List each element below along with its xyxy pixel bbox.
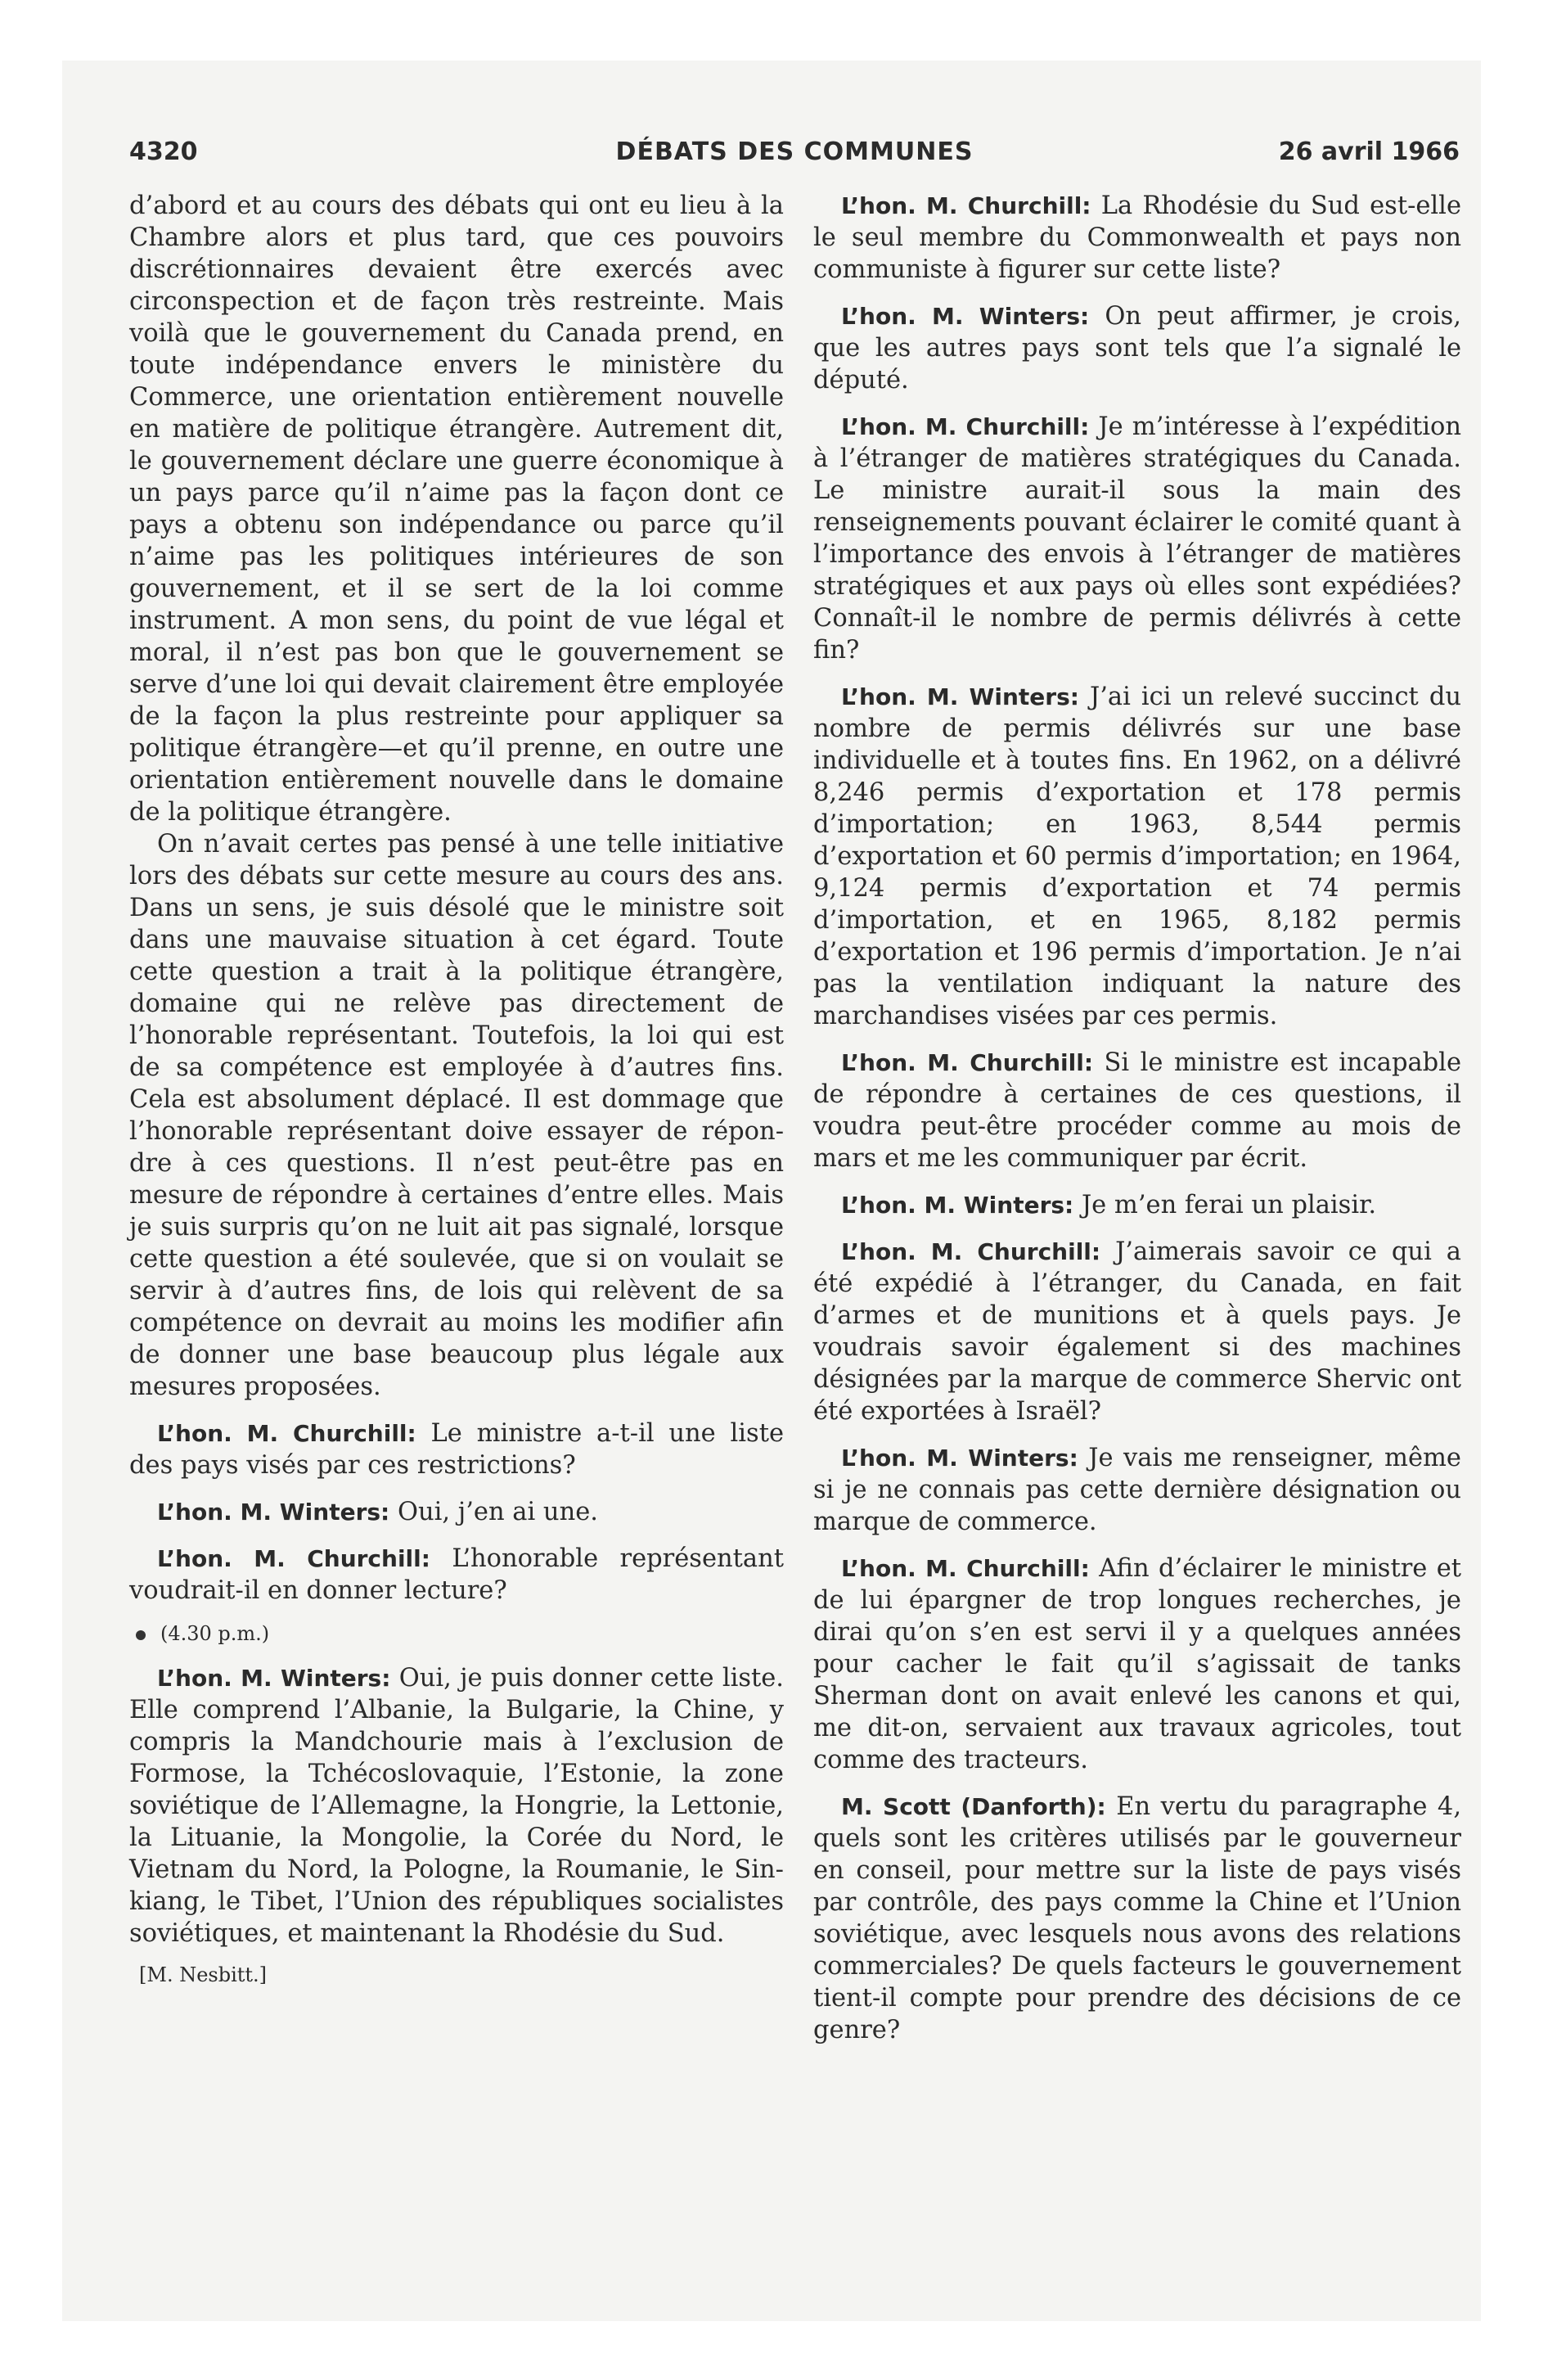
right-column (813, 190, 1461, 2046)
speech (129, 1662, 784, 1950)
speaker-name: L’hon. M. Winters: (841, 1445, 1078, 1472)
speaker-attribution: [M. Nesbitt.] (139, 1963, 268, 1986)
speech (813, 411, 1461, 666)
speech-text: J’aimerais savoir ce qui a été expédié à l’étranger, du Canada, en fait d’armes et de munitions et à quels pays. Je voudrais savoir également si des machines désignées par la marque de commerce Shervic ont été exportées à Israël? (813, 1237, 1461, 1426)
speech (813, 1047, 1461, 1174)
speaker-name: L’hon. M. Winters: (157, 1499, 390, 1526)
speaker-name: M. Scott (Danforth): (841, 1793, 1106, 1820)
speaker-name: L’hon. M. Churchill: (841, 192, 1091, 219)
speech-text: Oui, je puis donner cette liste. Elle comprend l’Albanie, la Bulgarie, la Chine, y compris la Mandchourie mais à l’exclusion de Formose, la Tchécoslovaquie, l’Estonie, la zone soviétique de l’Allemagne, la Hongrie, la Lettonie, la Lituanie, la Mongolie, la Corée du Nord, le Vietnam du Nord, la Pologne, la Roumanie, le Sin-kiang, le Tibet, l’Union des républiques socialistes soviétiques, et maintenant la Rhodésie du Sud. (129, 1664, 784, 1948)
page-header (129, 137, 1460, 174)
speech (129, 1418, 784, 1481)
speech (813, 1236, 1461, 1427)
time-text: (4.30 p.m.) (160, 1622, 270, 1645)
speech-text: Je vais me renseigner, même si je ne connais pas cette dernière désignation ou marque de commerce. (813, 1444, 1461, 1536)
speech (813, 300, 1461, 396)
speech (813, 681, 1461, 1032)
speech-text: On peut affirmer, je crois, que les autres pays sont tels que l’a signalé le député. (813, 302, 1461, 394)
speech (813, 1189, 1461, 1221)
speech-text: Afin d’éclairer le ministre et de lui épargner de trop longues recherches, je dirai qu’on s’en est servi il y a quelques années pour cacher le fait qu’il s’agissait de tanks Sherman dont on avait enlevé les canons et qui, me dit-on, servaient aux travaux agricoles, tout comme des tracteurs. (813, 1554, 1461, 1774)
paragraph: d’abord et au cours des débats qui ont eu lieu à la Chambre alors et plus tard, que ces pouvoirs discrétionnaires devaient être exercés avec circonspection et de façon très restreinte. Mais voilà que le gouvernement du Canada prend, en toute indépendance envers le ministère du Commerce, une orientation entièrement nouvelle en matière de politique étrangère. Autrement dit, le gouvernement déclare une guerre économique à un pays parce qu’il n’aime pas la façon dont ce pays a obtenu son indépendance ou parce qu’il n’aime pas les politiques intérieures de son gouvernement, et il se sert de la loi comme instrument. A mon sens, du point de vue légal et moral, il n’est pas bon que le gouvernement se serve d’une loi qui devait clairement être employée de la façon la plus restreinte pour appliquer sa politique étrangère—et qu’il prenne, en outre une orientation entièrement nouvelle dans le domaine de la politique étrangère. (129, 192, 784, 827)
speech-text: La Rhodésie du Sud est-elle le seul membre du Commonwealth et pays non communiste à figurer sur cette liste? (813, 192, 1461, 284)
speech-text: L’honorable représentant voudrait-il en donner lecture? (129, 1544, 784, 1605)
speaker-name: L’hon. M. Winters: (841, 683, 1079, 710)
speech (813, 1553, 1461, 1776)
time-marker (129, 1620, 784, 1648)
speaker-name: L’hon. M. Churchill: (841, 1238, 1101, 1265)
speaker-name: L’hon. M. Winters: (841, 303, 1090, 330)
speaker-name: L’hon. M. Churchill: (157, 1420, 416, 1447)
page-date: 26 avril 1966 (1278, 137, 1460, 166)
paragraph: On n’avait certes pas pensé à une telle initiative lors des débats sur cette mesure au cours des ans. Dans un sens, je suis désolé que le ministre soit dans une mauvaise situation à cet égard. Toute cette question a trait à la politique étrangère, domaine qui ne relève pas directement de l’honorable représentant. Toutefois, la loi qui est de sa compétence est employée à d’autres fins. Cela est absolument déplacé. Il est dommage que l’honorable représentant doive essayer de répondre à ces questions. Il n’est peut-être pas en mesure de répondre à certaines d’entre elles. Mais je suis surpris qu’on ne luit ait pas signalé, lorsque cette question a été soulevée, que si on voulait se servir à d’autres fins, de lois qui relèvent de sa compétence on devrait au moins les modifier afin de donner une base beaucoup plus légale aux mesures proposées. (129, 830, 784, 1401)
speech-text: En vertu du paragraphe 4, quels sont les critères utilisés par le gouverneur en conseil, pour mettre sur la liste de pays visés par contrôle, des pays comme la Chine et l’Union soviétique, avec lesquels nous avons des relations commerciales? De quels facteurs le gouvernement tient-il compte pour prendre des décisions de ce genre? (813, 1792, 1462, 2044)
speaker-name: L’hon. M. Churchill: (841, 413, 1090, 440)
speaker-name: L’hon. M. Churchill: (841, 1555, 1090, 1582)
page-title: DÉBATS DES COMMUNES (615, 137, 974, 166)
speech-text: Oui, j’en ai une. (397, 1498, 598, 1526)
speaker-name: L’hon. M. Churchill: (157, 1545, 430, 1572)
speech (129, 1496, 784, 1528)
speech-text: Le ministre a-t-il une liste des pays visés par ces restrictions? (129, 1419, 784, 1480)
page-number: 4320 (129, 137, 198, 166)
speaker-name: L’hon. M. Winters: (157, 1665, 391, 1692)
speech-text: Je m’intéresse à l’expédition à l’étranger de matières stratégiques du Canada. Le ministre aurait-il sous la main des renseignements pouvant éclairer le comité quant à l’importance des envois à l’étranger de matières stratégiques et aux pays où elles sont expédiées? Connaît-il le nombre de permis délivrés à cette fin? (813, 412, 1461, 665)
speech (813, 190, 1461, 286)
speech-text: J’ai ici un relevé succinct du nombre de permis délivrés sur une base individuelle et à toutes fins. En 1962, on a délivré 8,246 permis d’exportation et 178 permis d’importation; en 1963, 8,544 permis d’exportation et 60 permis d’importation; en 1964, 9,124 permis d’exportation et 74 permis d’importation, et en 1965, 8,182 permis d’exportation et 196 permis d’importation. Je n’ai pas la ventilation indiquant la nature des marchandises visées par ces permis. (813, 683, 1461, 1030)
speech (129, 1543, 784, 1607)
bullet-icon (136, 1630, 146, 1640)
left-column (129, 190, 784, 1989)
speech (813, 1442, 1461, 1538)
speaker-name: L’hon. M. Churchill: (841, 1049, 1094, 1076)
speech (813, 1791, 1461, 2046)
speaker-name: L’hon. M. Winters: (841, 1192, 1074, 1219)
speech-text: Je m’en ferai un plaisir. (1081, 1191, 1377, 1219)
speech-text: Si le ministre est incapable de répondre à certaines de ces questions, il voudra peut-être procéder comme au mois de mars et me les communiquer par écrit. (813, 1048, 1461, 1173)
